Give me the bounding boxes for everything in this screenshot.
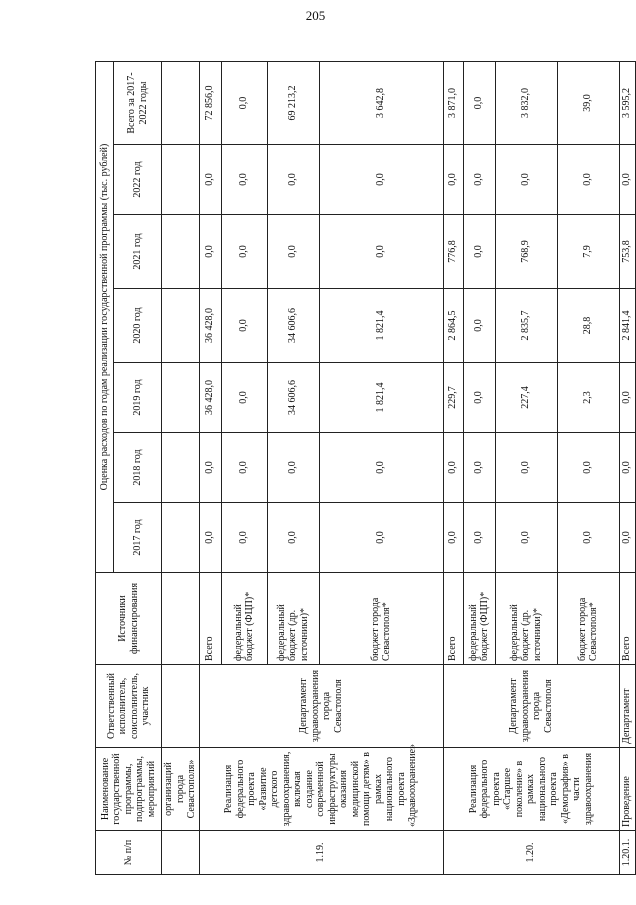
value-cell: 0,0 <box>267 145 319 215</box>
value-cell: 36 428,0 <box>199 289 221 363</box>
table-cell <box>162 289 200 363</box>
header-source: Источники финансирования <box>96 573 162 665</box>
header-year-2018: 2018 год <box>114 433 162 503</box>
table-row <box>443 61 463 874</box>
table-cell <box>162 215 200 289</box>
source: федеральный бюджет (др. источники)* <box>267 573 319 665</box>
value-cell: 0,0 <box>199 145 221 215</box>
value-cell: 34 606,6 <box>267 363 319 433</box>
source: федеральный бюджет (др. источники)* <box>495 573 557 665</box>
value-cell: 3 642,8 <box>319 61 443 144</box>
source: федеральный бюджет (ФЦП)* <box>463 573 495 665</box>
header-responsible: Ответственный исполнитель, соисполнитель, участник <box>96 665 162 748</box>
value-cell: 3 595,2 <box>619 61 635 144</box>
value-cell: 0,0 <box>619 363 635 433</box>
value-cell: 2 841,4 <box>619 289 635 363</box>
value-cell: 0,0 <box>199 503 221 573</box>
continuation-name: организаций города Севастополя» <box>162 748 200 831</box>
value-cell: 0,0 <box>463 145 495 215</box>
table-cell <box>162 363 200 433</box>
value-cell: 0,0 <box>463 215 495 289</box>
value-cell: 0,0 <box>221 433 267 503</box>
value-cell: 0,0 <box>443 433 463 503</box>
table-cell <box>162 831 200 875</box>
value-cell: 0,0 <box>267 215 319 289</box>
value-cell: 0,0 <box>221 503 267 573</box>
value-cell: 0,0 <box>495 433 557 503</box>
value-cell: 39,0 <box>557 61 619 144</box>
header-year-2019: 2019 год <box>114 363 162 433</box>
page-number: 205 <box>305 8 326 23</box>
value-cell: 0,0 <box>267 503 319 573</box>
value-cell: 0,0 <box>557 503 619 573</box>
value-cell: 0,0 <box>319 215 443 289</box>
value-cell: 0,0 <box>495 503 557 573</box>
value-cell: 2 835,7 <box>495 289 557 363</box>
table-cell <box>162 503 200 573</box>
table-cell <box>162 433 200 503</box>
rotated-table-wrapper <box>95 62 633 875</box>
table-cell <box>162 665 200 748</box>
header-year-2017: 2017 год <box>114 503 162 573</box>
value-cell: 2 864,5 <box>443 289 463 363</box>
header-group: Оценка расходов по годам реализации государственной программы (тыс. рублей) <box>96 61 114 572</box>
header-year-total: Всего за 2017-2022 годы <box>114 61 162 144</box>
row-number: 1.20.1. <box>619 831 635 875</box>
value-cell: 0,0 <box>199 433 221 503</box>
source: Всего <box>619 573 635 665</box>
value-cell: 72 856,0 <box>199 61 221 144</box>
measure-name: Реализация федерального проекта «Старшее поколение» в рамках национального проекта «Демография» в части здравоохранения <box>443 748 619 831</box>
value-cell: 0,0 <box>495 145 557 215</box>
source: бюджет города Севастополя* <box>557 573 619 665</box>
value-cell: 3 832,0 <box>495 61 557 144</box>
responsible: Департамент здравоохранения города Севастополя <box>199 665 443 748</box>
table-cell <box>162 61 200 144</box>
value-cell: 7,9 <box>557 215 619 289</box>
value-cell: 0,0 <box>557 145 619 215</box>
value-cell: 0,0 <box>319 145 443 215</box>
responsible: Департамент <box>619 665 635 748</box>
value-cell: 0,0 <box>221 61 267 144</box>
value-cell: 0,0 <box>221 145 267 215</box>
measure-name: Проведение <box>619 748 635 831</box>
value-cell: 69 213,2 <box>267 61 319 144</box>
row-number: 1.19. <box>199 831 443 875</box>
value-cell: 0,0 <box>619 433 635 503</box>
measure-name: Реализация федерального проекта «Развитие детского здравоохранения, включая создание современной инфраструктуры оказания медицинской помощи детям» в рамках национального проекта «Здравоохранение» <box>199 748 443 831</box>
value-cell: 28,8 <box>557 289 619 363</box>
table-row <box>199 61 221 874</box>
header-year-2021: 2021 год <box>114 215 162 289</box>
value-cell: 0,0 <box>267 433 319 503</box>
value-cell: 0,0 <box>463 503 495 573</box>
value-cell: 0,0 <box>319 433 443 503</box>
value-cell: 0,0 <box>221 289 267 363</box>
value-cell: 0,0 <box>443 145 463 215</box>
table-cell <box>162 145 200 215</box>
value-cell: 36 428,0 <box>199 363 221 433</box>
value-cell: 2,3 <box>557 363 619 433</box>
value-cell: 34 606,6 <box>267 289 319 363</box>
value-cell: 0,0 <box>221 363 267 433</box>
value-cell: 0,0 <box>221 215 267 289</box>
header-year-2020: 2020 год <box>114 289 162 363</box>
source: бюджет города Севастополя* <box>319 573 443 665</box>
header-year-2022: 2022 год <box>114 145 162 215</box>
source: Всего <box>199 573 221 665</box>
value-cell: 0,0 <box>463 433 495 503</box>
value-cell: 0,0 <box>619 503 635 573</box>
header-name: Наименование государственной программы, подпрограммы, мероприятий <box>96 748 162 831</box>
value-cell: 227,4 <box>495 363 557 433</box>
table-cell <box>162 573 200 665</box>
value-cell: 1 821,4 <box>319 363 443 433</box>
value-cell: 0,0 <box>557 433 619 503</box>
value-cell: 776,8 <box>443 215 463 289</box>
value-cell: 0,0 <box>199 215 221 289</box>
value-cell: 3 871,0 <box>443 61 463 144</box>
value-cell: 753,8 <box>619 215 635 289</box>
value-cell: 229,7 <box>443 363 463 433</box>
table-row <box>619 61 635 874</box>
source: федеральный бюджет (ФЦП)* <box>221 573 267 665</box>
value-cell: 0,0 <box>463 363 495 433</box>
value-cell: 768,9 <box>495 215 557 289</box>
value-cell: 0,0 <box>443 503 463 573</box>
source: Всего <box>443 573 463 665</box>
value-cell: 0,0 <box>463 61 495 144</box>
responsible: Департамент здравоохранения города Севастополя <box>443 665 619 748</box>
budget-table <box>95 61 636 875</box>
value-cell: 1 821,4 <box>319 289 443 363</box>
value-cell: 0,0 <box>319 503 443 573</box>
header-no: № п/п <box>96 831 162 875</box>
value-cell: 0,0 <box>463 289 495 363</box>
row-number: 1.20. <box>443 831 619 875</box>
value-cell: 0,0 <box>619 145 635 215</box>
